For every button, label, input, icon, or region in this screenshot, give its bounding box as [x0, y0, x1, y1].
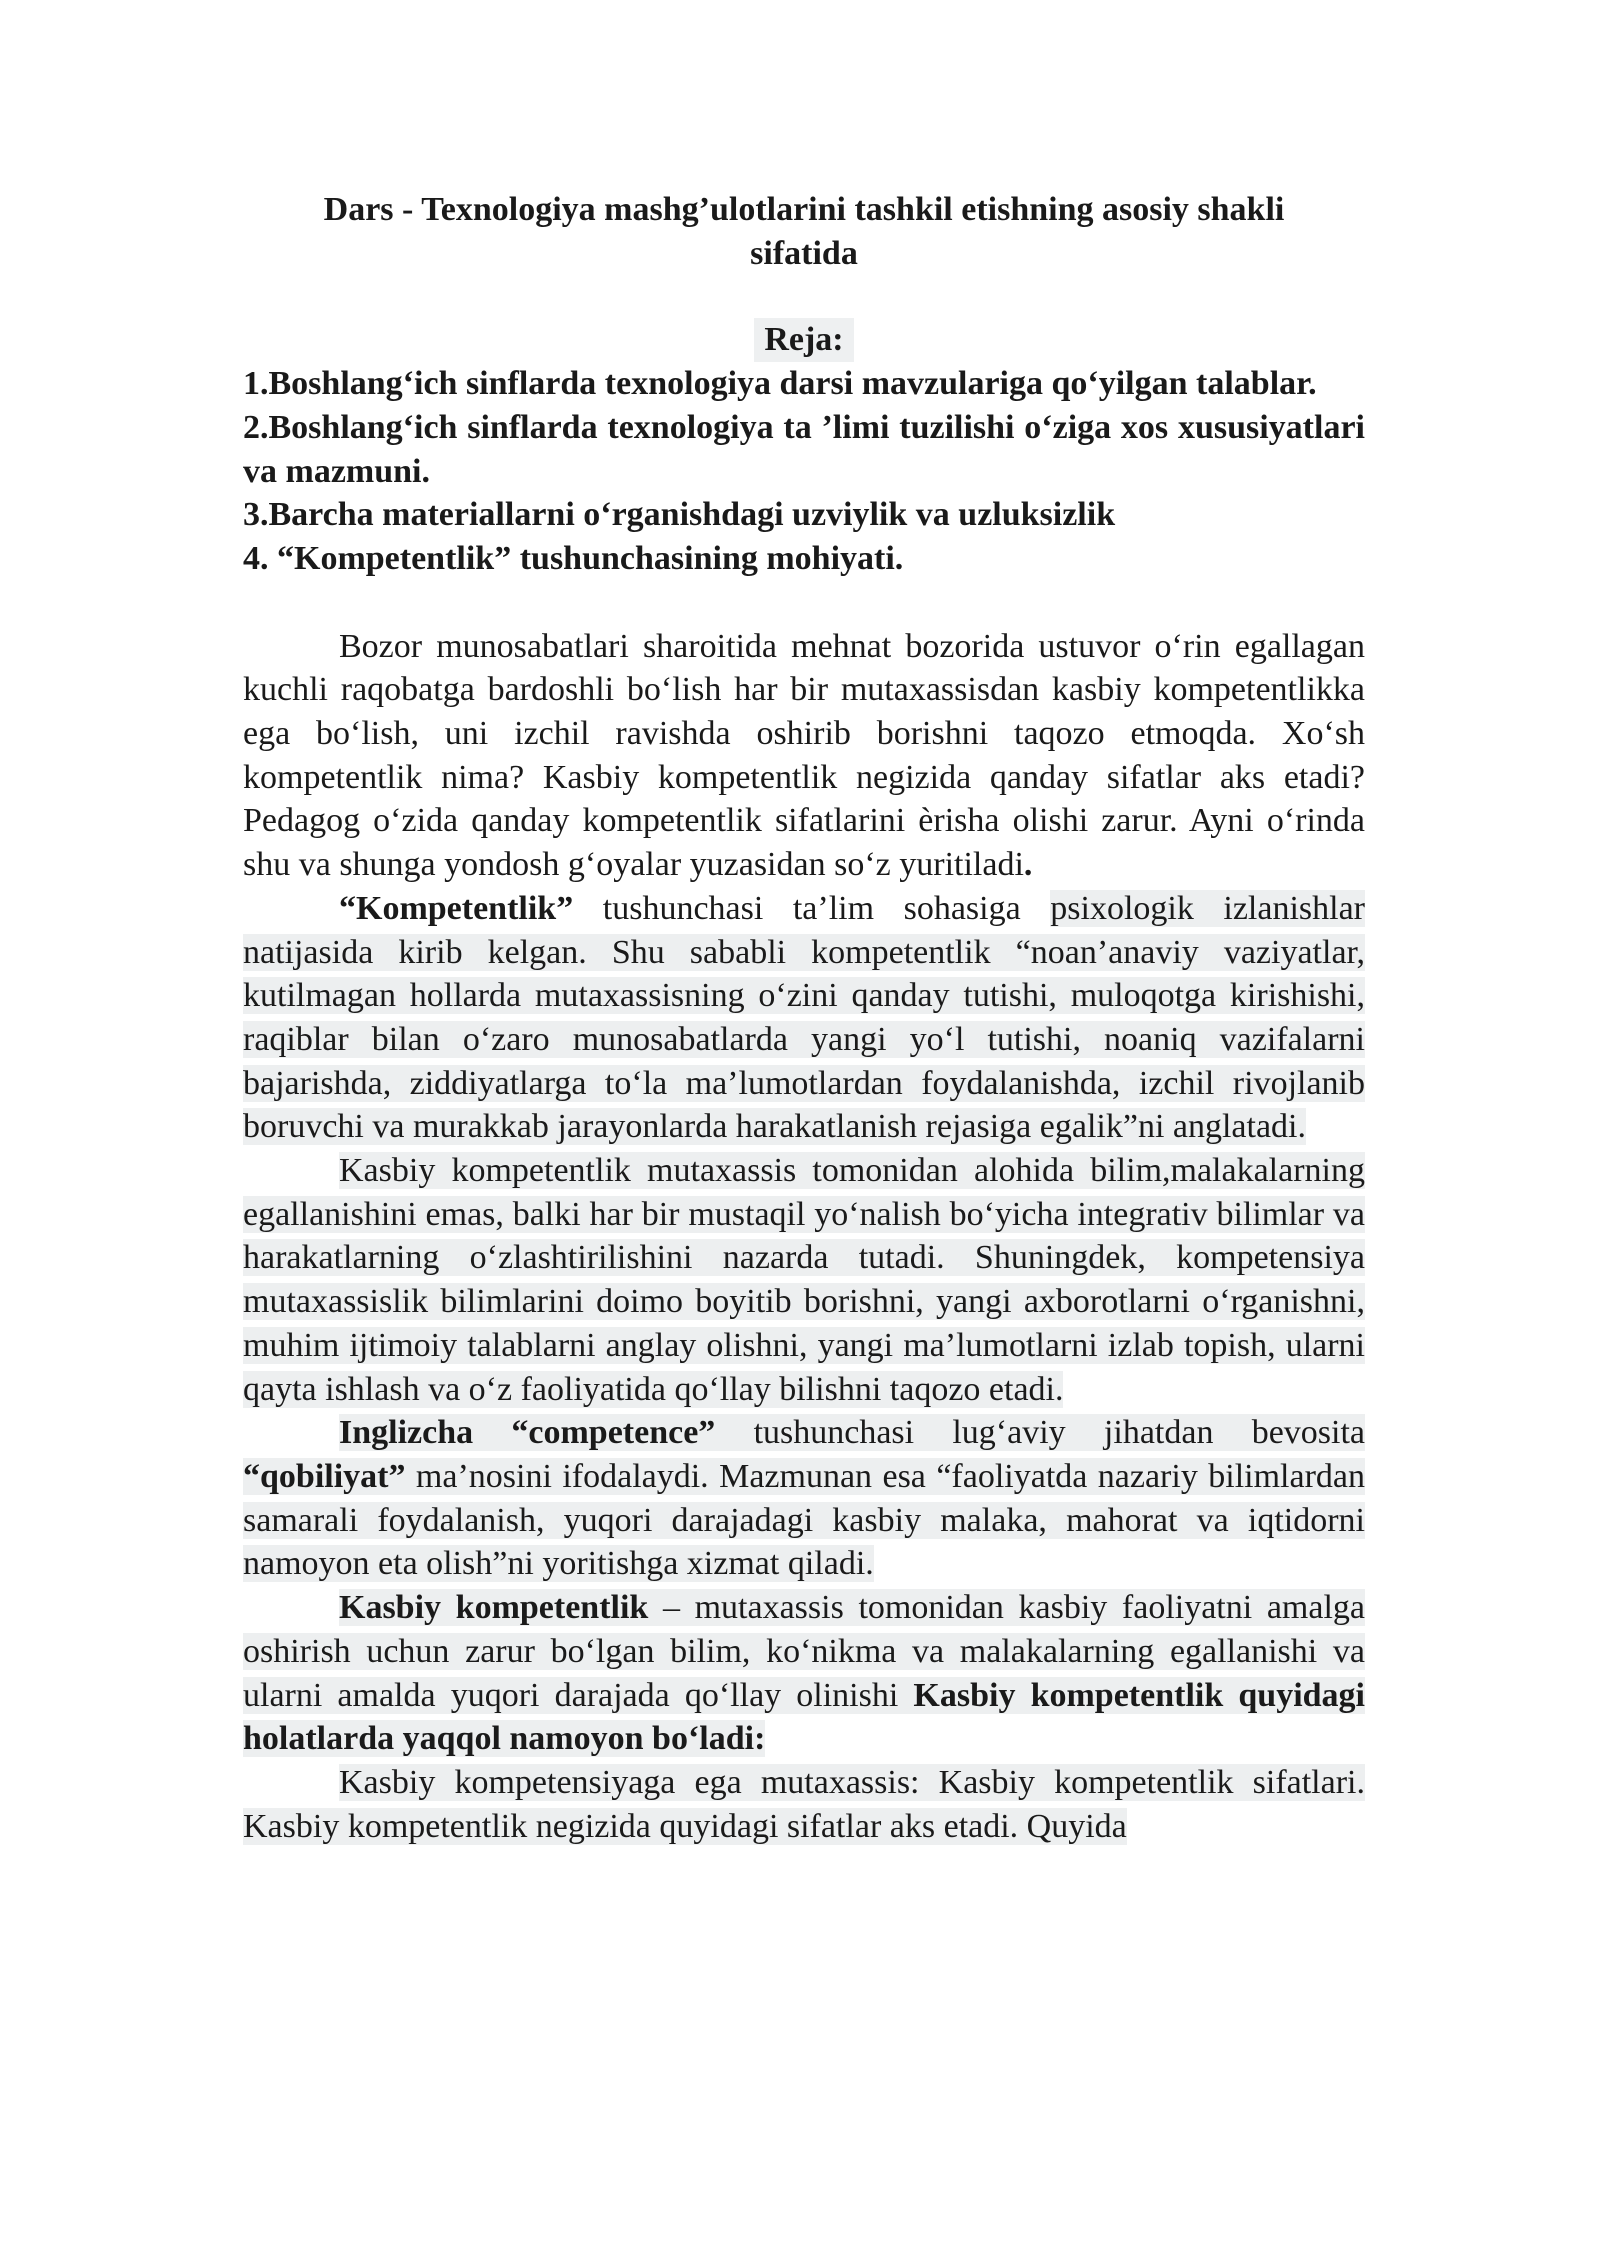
paragraph-1-text: Bozor munosabatlari sharoitida mehnat bozorida ustuvor o‘rin egallagan kuchli raqobatga bardoshli bo‘lish har bir mutaxassisdan kasbiy kompetentlikka ega bo‘lish, uni izchil ravishda oshirib borishni taqozo etmoqda. Xo‘sh kompetentlik nima? Kasbiy kompetentlik negizida qanday sifatlar aks etadi? Pedagog o‘zida qanday kompetentlik sifatlarini èrisha olishi zarur. Ayni o‘rinda shu va shunga yondosh g‘oyalar yuzasidan so‘z yuritiladi	[243, 627, 1365, 884]
paragraph-3-text: Kasbiy kompetentlik mutaxassis tomonidan alohida bilim,malakalarning egallanishini emas, balki har bir mustaqil yo‘nalish bo‘yicha integrativ bilimlar va harakatlarning o‘zlashtirilishini nazarda tutadi. Shuningdek, kompetensiya mutaxassislik bilimlarini doimo boyitib borishni, yangi axborotlarni o‘rganishni, muhim ijtimoiy talablarni anglay olishni, yangi ma’lumotlarni izlab topish, ularni qayta ishlash va o‘z faoliyatida qo‘llay bilishni taqozo etadi.	[243, 1152, 1365, 1408]
paragraph-5-text: – mutaxassis tomonidan kasbiy faoliyatni amalga oshirish uchun zarur bo‘lgan bilim, ko‘nikma va malakalarning egallanishi va ularni amalda yuqori darajada qo‘llay olinishi	[243, 1589, 1365, 1714]
document-page	[243, 188, 1365, 1848]
plan-item-1: 1.Boshlang‘ich sinflarda texnologiya darsi mavzulariga qo‘yilgan talablar.	[243, 365, 1317, 403]
title-line-1: Dars - Texnologiya mashg’ulotlarini tashkil etishning asosiy shakli	[323, 191, 1285, 228]
paragraph-3	[243, 1149, 1365, 1411]
plan-item-2: 2.Boshlang‘ich sinflarda texnologiya ta ’limi tuzilishi o‘ziga xos xususiyatlari va mazmuni.	[243, 408, 1365, 490]
paragraph-2	[243, 887, 1365, 1149]
paragraph-2-term: “Kompetentlik”	[339, 889, 574, 927]
plan-item-3: 3.Barcha materiallarni o‘rganishdagi uzviylik va uzluksizlik	[243, 496, 1116, 534]
paragraph-4-term: Inglizcha “competence”	[339, 1414, 716, 1452]
paragraph-1-end: .	[1023, 846, 1033, 884]
paragraph-2-text: tushunchasi ta’lim sohasiga	[573, 889, 1051, 927]
title-line-2: sifatida	[750, 234, 858, 272]
paragraph-6	[243, 1761, 1365, 1848]
plan-item-4: 4. “Kompetentlik” tushunchasining mohiyati.	[243, 539, 904, 577]
plan-list	[243, 362, 1365, 581]
document-title	[243, 188, 1365, 275]
paragraph-4-term-2: “qobiliyat”	[243, 1457, 406, 1495]
plan-heading: Reja:	[754, 318, 854, 362]
paragraph-4	[243, 1411, 1365, 1586]
paragraph-2-highlight: psixologik izlanishlar natijasida kirib kelgan. Shu sababli kompetentlik “noan’anaviy vaziyatlar, kutilmagan hollarda mutaxassisning o‘zini qanday tutishi, muloqotga kirishishi, raqiblar bilan o‘zaro munosabatlarda yangi yo‘l tutishi, noaniq vazifalarni bajarishda, ziddiyatlarga to‘la ma’lumotlardan foydalanishda, izchil rivojlanib boruvchi va murakkab jarayonlarda harakatlanish rejasiga egalik”ni anglatadi.	[243, 889, 1366, 1146]
paragraph-1	[243, 625, 1365, 887]
paragraph-4-text-2: ma’nosini ifodalaydi. Mazmunan esa “faoliyatda nazariy bilimlardan samarali foydalanish, yuqori darajadagi kasbiy malaka, mahorat va iqtidorni namoyon eta olish”ni yoritishga xizmat qiladi.	[243, 1457, 1365, 1583]
paragraph-5	[243, 1586, 1365, 1761]
paragraph-4-text-1: tushunchasi lug‘aviy jihatdan bevosita	[715, 1414, 1366, 1452]
paragraph-5-term-2: Kasbiy kompetentlik quyidagi holatlarda yaqqol namoyon bo‘ladi:	[243, 1676, 1365, 1758]
paragraph-5-term: Kasbiy kompetentlik	[339, 1589, 649, 1627]
paragraph-6-text: Kasbiy kompetensiyaga ega mutaxassis: Kasbiy kompetentlik sifatlari. Kasbiy kompetentlik negizida quyidagi sifatlar aks etadi. Quyida	[243, 1763, 1365, 1845]
